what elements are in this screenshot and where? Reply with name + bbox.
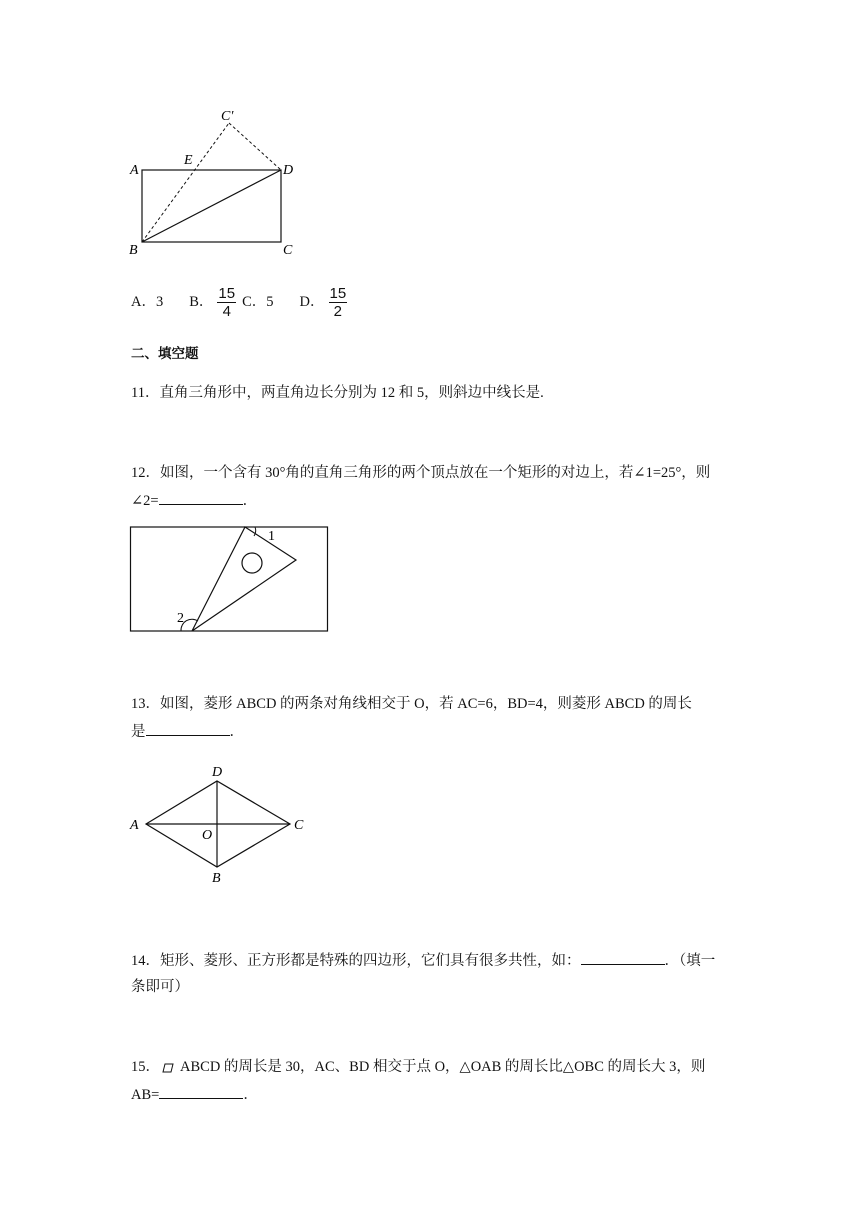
vertex-label-b: B [129, 243, 138, 258]
outer-rectangle [131, 527, 328, 631]
option-b-fraction [217, 285, 236, 320]
vertex-label-c: C [294, 818, 304, 833]
question-12-line1: 12．如图，一个含有 30°角的直角三角形的两个顶点放在一个矩形的对边上，若∠1=25°，则 [131, 465, 711, 481]
question-13-line2 [131, 721, 244, 742]
answer-blank-14 [581, 950, 665, 965]
vertex-label-o: O [202, 828, 213, 843]
question-13-line1: 13．如图，菱形 ABCD 的两条对角线相交于 O，若 AC=6，BD=4，则菱形 ABCD 的周长 [131, 696, 692, 712]
question-13-prefix: 是 [131, 724, 146, 740]
q10-options [131, 282, 347, 322]
triangle-rectangle-figure [128, 522, 332, 636]
question-14-line2: 条即可） [131, 979, 189, 995]
parallelogram-icon [162, 1063, 174, 1073]
answer-blank-13 [146, 721, 230, 736]
angle-1-arc [254, 527, 256, 536]
triangle-hole [242, 553, 262, 573]
question-14-suffix: ．（填一 [664, 953, 716, 969]
question-14-prefix: 14．矩形、菱形、正方形都是特殊的四边形，它们具有很多共性，如： [131, 953, 581, 969]
option-b-denominator: 4 [222, 302, 231, 320]
rhombus-figure [120, 760, 320, 890]
diagonal-bd [142, 170, 281, 242]
question-15-prefix: 15． [131, 1059, 160, 1075]
question-15-line2-suffix: ． [243, 1087, 258, 1103]
vertex-label-d: D [212, 765, 223, 780]
answer-blank-15 [159, 1084, 243, 1099]
folded-edge-bc-prime [142, 123, 229, 242]
option-d-denominator: 2 [333, 302, 343, 320]
question-14-line1 [131, 950, 715, 971]
answer-blank-12 [159, 490, 243, 505]
vertex-label-e: E [184, 153, 193, 168]
question-12-line2 [131, 490, 257, 511]
fold-rectangle-figure [120, 100, 320, 270]
option-d-fraction [329, 285, 348, 320]
vertex-label-c-prime: C′ [221, 109, 234, 124]
question-15-line2 [131, 1084, 258, 1105]
question-13-suffix: ． [229, 724, 244, 740]
question-12-prefix: ∠2= [131, 493, 159, 509]
question-15-line1 [131, 1057, 705, 1077]
vertex-label-b: B [212, 871, 221, 886]
option-c-key: C． [242, 294, 267, 310]
option-a-key: A． [131, 294, 156, 310]
vertex-label-a: A [130, 163, 139, 178]
section-heading: 二、填空题 [131, 346, 199, 362]
option-b-numerator: 15 [218, 284, 236, 302]
right-triangle [192, 527, 296, 631]
angle-1-label: 1 [268, 529, 275, 544]
option-a-value: 3 [155, 294, 164, 310]
option-d-numerator: 15 [329, 284, 347, 302]
vertex-label-d: D [283, 163, 294, 178]
question-12-suffix: ． [242, 493, 258, 509]
option-d-key: D． [299, 294, 325, 310]
option-b-key: B． [189, 294, 214, 310]
question-11: 11．直角三角形中，两直角边长分别为 12 和 5，则斜边中线长是. [131, 385, 544, 401]
option-c-value: 5 [266, 294, 274, 310]
vertex-label-a: A [130, 818, 139, 833]
folded-edge-dc-prime [229, 123, 281, 170]
vertex-label-c: C [283, 243, 293, 258]
question-15-rest: ABCD 的周长是 30，AC、BD 相交于点 O，△OAB 的周长比△OBC 的周长大 3，则 [180, 1059, 706, 1075]
question-15-line2-prefix: AB= [131, 1087, 160, 1103]
angle-2-label: 2 [177, 611, 184, 626]
